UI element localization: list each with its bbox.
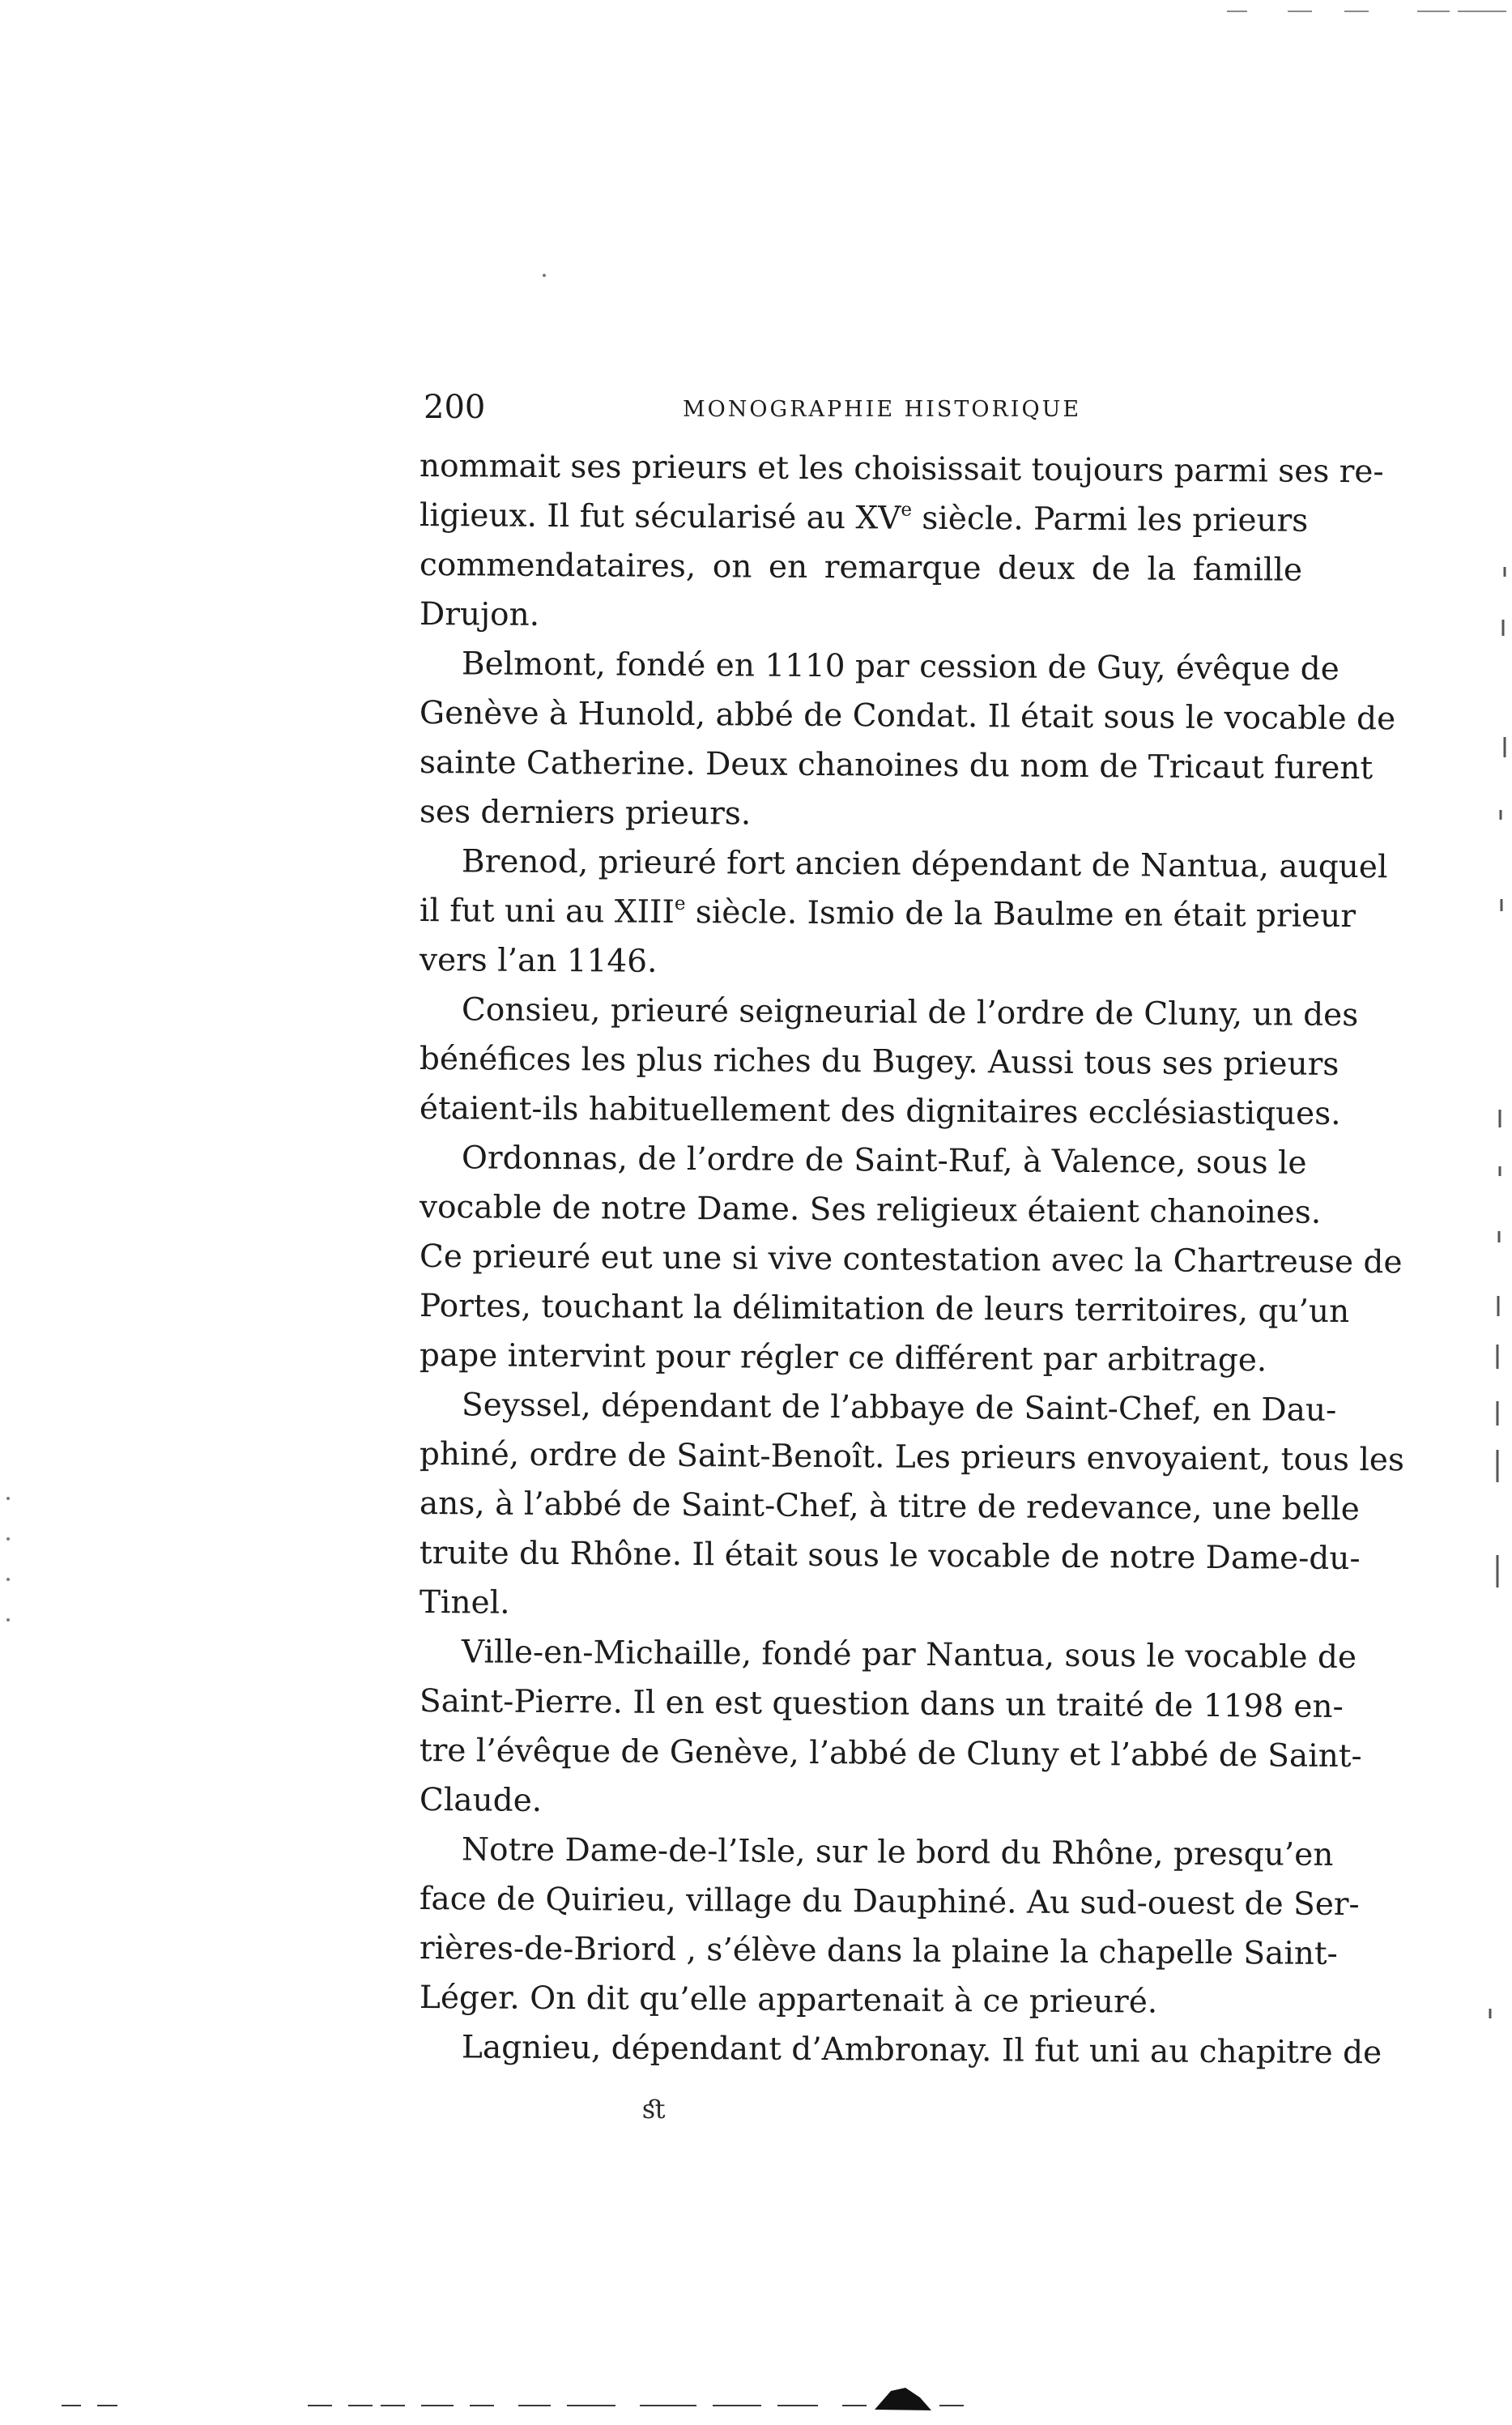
text-line: face de Quirieu, village du Dauphiné. Au sud-ouest de Ser- — [419, 1881, 1360, 1924]
text-line: Genève à Hunold, abbé de Condat. Il était sous le vocable de — [419, 695, 1396, 738]
text-line — [419, 491, 1309, 546]
text-line: rières-de-Briord , s’élève dans la plaine la chapelle Saint- — [419, 1930, 1338, 1972]
text-line: commendataires, on en remarque deux de la famille — [419, 547, 1303, 589]
text-line: Saint-Pierre. Il en est question dans un traité de 1198 en- — [419, 1683, 1344, 1725]
signature-mark: ﬆ — [642, 2094, 667, 2125]
text-line: tre l’évêque de Genève, l’abbé de Cluny et l’abbé de Saint- — [419, 1732, 1362, 1775]
text-line: étaient-ils habituellement des dignitaires ecclésiastiques. — [419, 1090, 1341, 1132]
page-number: 200 — [424, 389, 486, 426]
text-line: bénéfices les plus riches du Bugey. Aussi tous ses prieurs — [419, 1041, 1340, 1083]
text-line-start: ligieux. Il fut sécularisé au XV — [419, 497, 901, 537]
superscript: e — [674, 893, 686, 915]
text-line: vocable de notre Dame. Ses religieux étaient chanoines. — [419, 1189, 1322, 1231]
text-line: ans, à l’abbé de Saint-Chef, à titre de redevance, une belle — [419, 1485, 1360, 1528]
text-line: phiné, ordre de Saint-Benoît. Les prieurs envoyaient, tous les — [419, 1436, 1405, 1479]
text-line: pape intervint pour régler ce différent par arbitrage. — [419, 1337, 1267, 1379]
bottom-ink-blot — [875, 2388, 931, 2410]
text-line: truite du Rhône. Il était sous le vocable de notre Dame-du- — [419, 1535, 1361, 1578]
text-line: Ville-en-Michaille, fondé par Nantua, sous le vocable de — [461, 1634, 1357, 1677]
text-line: Consieu, prieuré seigneurial de l’ordre de Cluny, un des — [461, 991, 1359, 1034]
text-line: Ce prieuré eut une si vive contestation avec la Chartreuse de — [419, 1238, 1403, 1281]
text-line: ses derniers prieurs. — [419, 794, 752, 833]
text-line: Léger. On dit qu’elle appartenait à ce prieuré. — [419, 1980, 1158, 2021]
page-header — [424, 387, 1306, 428]
text-line: Drujon. — [419, 596, 540, 633]
text-line: sainte Catherine. Deux chanoines du nom de Tricaut furent — [419, 744, 1374, 787]
text-line: Lagnieu, dépendant d’Ambronay. Il fut uni au chapitre de — [461, 2029, 1382, 2072]
text-line: Brenod, prieuré fort ancien dépendant de Nantua, auquel — [461, 843, 1388, 886]
text-line: Belmont, fondé en 1110 par cession de Guy, évêque de — [461, 646, 1340, 688]
superscript: e — [901, 499, 913, 521]
text-line-end: siècle. Parmi les prieurs — [911, 500, 1309, 539]
text-line: Notre Dame-de-l’Isle, sur le bord du Rhône, presqu’en — [461, 1831, 1334, 1873]
text-line-start: il fut uni au XIII — [419, 893, 675, 931]
running-title: MONOGRAPHIE HISTORIQUE — [683, 397, 1082, 422]
text-line — [419, 886, 1357, 941]
text-line: Portes, touchant la délimitation de leurs territoires, qu’un — [419, 1288, 1350, 1331]
text-line-end: siècle. Ismio de la Baulme en était prieur — [685, 894, 1357, 935]
text-line: vers l’an 1146. — [419, 942, 658, 980]
text-line: Tinel. — [419, 1584, 510, 1622]
text-line: Claude. — [419, 1782, 543, 1819]
right-edge-ticks — [1490, 567, 1505, 2018]
text-line: Ordonnas, de l’ordre de Saint-Ruf, à Valence, sous le — [461, 1140, 1307, 1182]
text-line: nommait ses prieurs et les choisissait toujours parmi ses re- — [419, 448, 1384, 491]
text-line: Seyssel, dépendant de l’abbaye de Saint-Chef, en Dau- — [461, 1387, 1337, 1429]
body-text — [419, 441, 1405, 2072]
